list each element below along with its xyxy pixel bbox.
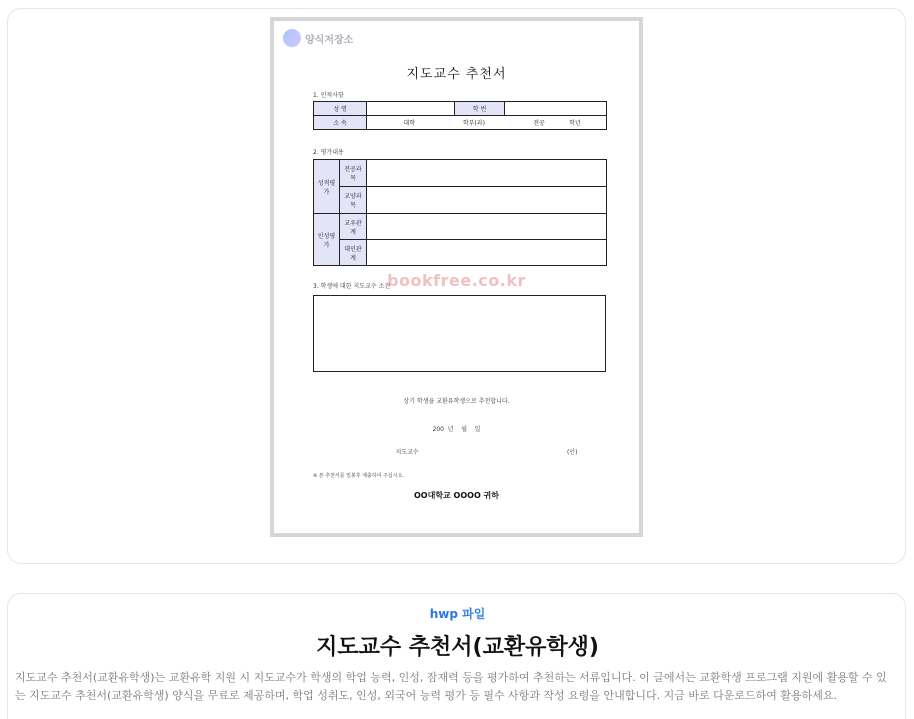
document-sheet xyxy=(274,21,639,533)
brand xyxy=(283,29,353,47)
major-courses-label: 전공과목 xyxy=(340,160,367,187)
academic-group-label: 성적평가 xyxy=(314,160,340,214)
evaluation-table xyxy=(313,159,607,266)
document-preview[interactable] xyxy=(270,17,643,537)
student-id-label: 학 번 xyxy=(455,102,505,116)
character-group-label: 인성평가 xyxy=(314,214,340,266)
professor-relation-value xyxy=(367,214,607,240)
affiliation-label: 소 속 xyxy=(314,116,367,130)
grade-text: 학년 xyxy=(569,120,581,127)
submission-note: ※ 본 추천서를 밀봉후 제출하여 주십시오. xyxy=(313,473,405,479)
affiliation-value xyxy=(367,116,607,130)
category-link[interactable]: hwp 파일 xyxy=(429,607,486,621)
personal-info-table xyxy=(313,101,607,130)
student-id-value xyxy=(505,102,607,116)
interpersonal-relation-label: 대인관계 xyxy=(340,240,367,266)
recommend-statement: 상기 학생을 교환유학생으로 추천합니다. xyxy=(403,398,510,405)
liberal-courses-label: 교양과목 xyxy=(340,187,367,214)
post-info-card xyxy=(7,593,906,719)
preview-card xyxy=(7,8,906,564)
post-description: 지도교수 추천서(교환유학생)는 교환유학 지원 시 지도교수가 학생의 학업 능력, 인성, 잠재력 등을 평가하여 추천하는 서류입니다. 이 글에서는 교환학생 프로그램 지원에 활용할 수 있는 지도교수 추천서(교환유학생) 양식을 무료로 제공하며, 학업 성취도, 인성, 외국어 능력 평가 등 필수 사항과 작성 요령을 안내합니다. 지금 바로 다운로드하여 활용하세요. xyxy=(15,671,887,702)
addressee: OO대학교 OOOO 귀하 xyxy=(413,491,499,500)
section-professor-opinion: 3. 학생에 대한 지도교수 소견 xyxy=(313,283,391,290)
professor-relation-label: 교우관계 xyxy=(340,214,367,240)
section-personal-info: 1. 인적사항 xyxy=(313,92,344,99)
brand-name: 양식저장소 xyxy=(305,34,354,46)
signature-label: 지도교수 xyxy=(395,449,419,456)
major-courses-value xyxy=(367,160,607,187)
post-title: 지도교수 추천서(교환유학생) xyxy=(316,635,599,660)
major-text: 전공 xyxy=(533,120,545,127)
section-evaluation: 2. 평가내용 xyxy=(313,149,344,156)
college-text: 대학 xyxy=(403,120,415,127)
document-title: 지도교수 추천서 xyxy=(406,67,507,82)
brand-logo-icon xyxy=(280,26,303,49)
interpersonal-relation-value xyxy=(367,240,607,266)
seal-label: (인) xyxy=(566,449,578,456)
date-line: 200 년 월 일 xyxy=(432,426,481,433)
liberal-courses-value xyxy=(367,187,607,214)
signature-line xyxy=(274,447,639,456)
name-value xyxy=(367,102,455,116)
opinion-box xyxy=(313,295,606,372)
department-text: 학부(과) xyxy=(462,120,485,127)
name-label: 성 명 xyxy=(314,102,367,116)
watermark: bookfree.co.kr xyxy=(387,271,526,290)
